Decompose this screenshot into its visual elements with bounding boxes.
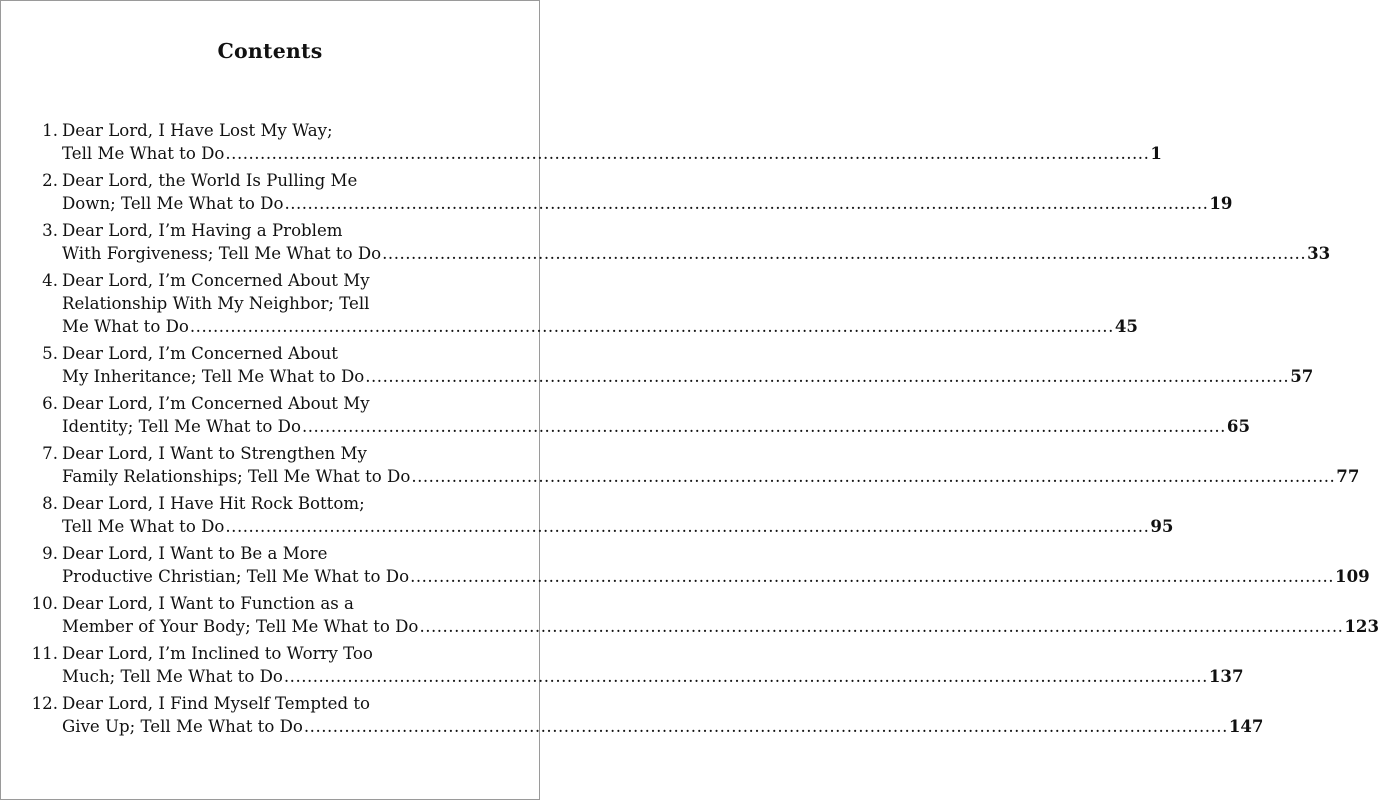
entry-number: 2. [42,171,58,190]
dot-leader: ................................................................................................................................................................ [419,617,1344,636]
entry-page-number: 147 [1228,716,1264,736]
page-title: Contents [217,39,323,63]
entry-title-line: Dear Lord, the World Is Pulling Me [62,171,358,190]
dot-leader: ................................................................................................................................................................ [382,244,1307,263]
entry-number: 7. [42,444,58,463]
dot-leader: ................................................................................................................................................................ [303,717,1228,736]
dot-leader: ................................................................................................................................................................ [225,517,1150,536]
entry-title-line: Dear Lord, I Find Myself Tempted to [62,694,370,713]
toc-entry [28,342,1314,388]
entry-number: 8. [42,494,58,513]
entry-title-line: Dear Lord, I Want to Function as a [62,594,354,613]
entry-title-line: Dear Lord, I’m Concerned About My [62,394,370,413]
entry-page-number: 45 [1114,316,1138,336]
entry-page-number: 77 [1336,466,1360,486]
entry-title-line: Dear Lord, I Want to Strengthen My [62,444,367,463]
entry-number: 1. [42,121,58,140]
entry-title-line: My Inheritance; Tell Me What to Do [62,367,365,386]
toc-entry [28,492,1174,538]
toc-entry [28,269,1138,338]
entry-title-line: Relationship With My Neighbor; Tell [62,294,370,313]
dot-leader: ................................................................................................................................................................ [189,317,1114,336]
dot-leader: ................................................................................................................................................................ [301,417,1226,436]
toc-entry [28,119,1162,165]
entry-title-line: Identity; Tell Me What to Do [62,417,301,436]
entry-title-line: Tell Me What to Do [62,144,225,163]
entry-number: 4. [42,271,58,290]
toc-entry [28,442,1360,488]
entry-number: 9. [42,544,58,563]
entry-title-line: Dear Lord, I’m Having a Problem [62,221,343,240]
entry-title-line: Much; Tell Me What to Do [62,667,283,686]
entry-title-line: Dear Lord, I’m Inclined to Worry Too [62,644,373,663]
entry-page-number: 109 [1335,566,1370,586]
entry-title-line: Tell Me What to Do [62,517,225,536]
entry-number: 12. [31,694,58,713]
entry-page-number: 1 [1150,143,1162,163]
entry-title-line: Productive Christian; Tell Me What to Do [62,567,410,586]
entry-number: 11. [31,644,58,663]
entry-title-line: Dear Lord, I Want to Be a More [62,544,328,563]
entry-title-line: Family Relationships; Tell Me What to Do [62,467,411,486]
table-of-contents [28,119,1379,742]
dot-leader: ................................................................................................................................................................ [411,467,1336,486]
entry-page-number: 95 [1150,516,1174,536]
toc-entry [28,692,1264,738]
dot-leader: ................................................................................................................................................................ [225,144,1150,163]
entry-title-line: Dear Lord, I’m Concerned About [62,344,338,363]
entry-number: 6. [42,394,58,413]
dot-leader: ................................................................................................................................................................ [283,667,1208,686]
entry-page-number: 19 [1209,193,1233,213]
entry-number: 5. [42,344,58,363]
entry-page-number: 65 [1226,416,1250,436]
entry-number: 3. [42,221,58,240]
dot-leader: ................................................................................................................................................................ [284,194,1209,213]
entry-title-line: Dear Lord, I’m Concerned About My [62,271,370,290]
toc-entry [28,219,1331,265]
entry-page-number: 137 [1208,666,1244,686]
entry-page-number: 57 [1290,366,1314,386]
entry-title-line: Dear Lord, I Have Hit Rock Bottom; [62,494,365,513]
toc-entry [28,169,1233,215]
toc-entry [28,542,1370,588]
entry-page-number: 123 [1344,616,1379,636]
entry-title-line: With Forgiveness; Tell Me What to Do [62,244,382,263]
entry-number: 10. [31,594,58,613]
entry-page-number: 33 [1307,243,1331,263]
dot-leader: ................................................................................................................................................................ [365,367,1290,386]
toc-entry [28,592,1379,638]
entry-title-line: Dear Lord, I Have Lost My Way; [62,121,333,140]
toc-entry [28,392,1250,438]
entry-title-line: Down; Tell Me What to Do [62,194,284,213]
entry-title-line: Member of Your Body; Tell Me What to Do [62,617,419,636]
entry-title-line: Give Up; Tell Me What to Do [62,717,303,736]
toc-entry [28,642,1244,688]
entry-title-line: Me What to Do [62,317,189,336]
dot-leader: ................................................................................................................................................................ [410,567,1335,586]
